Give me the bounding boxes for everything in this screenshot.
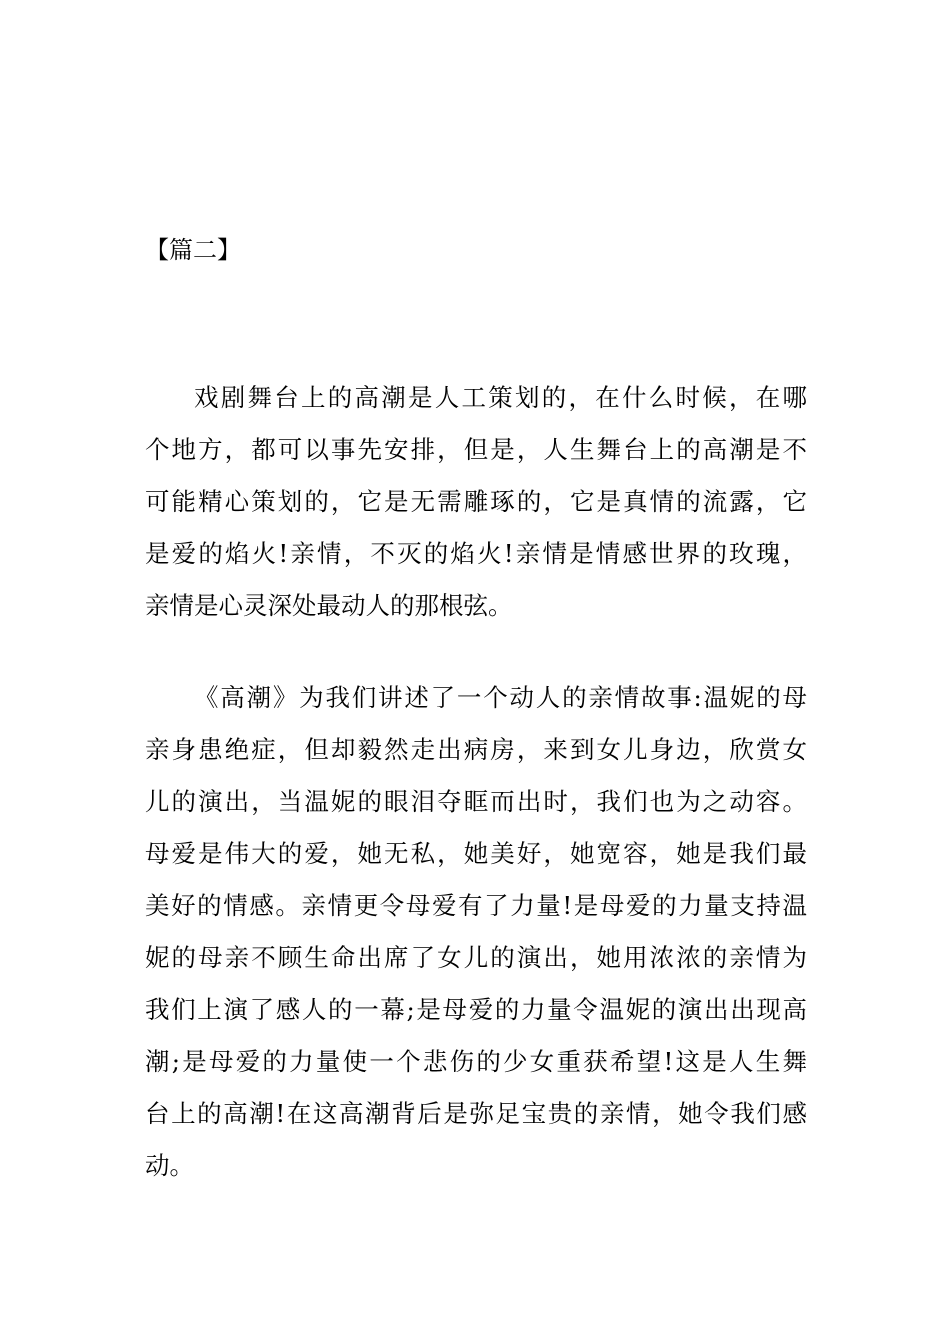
paragraph-2 xyxy=(145,672,807,1192)
paragraph-line: 我们上演了感人的一幕;是母爱的力量令温妮的演出出现高 xyxy=(145,995,807,1024)
paragraph-line: 可能精心策划的，它是无需雕琢的，它是真情的流露，它 xyxy=(145,487,807,516)
paragraph-1 xyxy=(145,372,807,632)
paragraph-line: 个地方，都可以事先安排，但是，人生舞台上的高潮是不 xyxy=(145,435,807,464)
paragraph-line: 台上的高潮!在这高潮背后是弥足宝贵的亲情，她令我们感 xyxy=(145,1099,807,1128)
paragraph-line: 母爱是伟大的爱，她无私，她美好，她宽容，她是我们最 xyxy=(145,839,807,868)
paragraph-line: 潮;是母爱的力量使一个悲伤的少女重获希望!这是人生舞 xyxy=(145,1047,807,1076)
paragraph-line: 亲身患绝症，但却毅然走出病房，来到女儿身边，欣赏女 xyxy=(145,735,807,764)
paragraph-line: 儿的演出，当温妮的眼泪夺眶而出时，我们也为之动容。 xyxy=(145,787,807,816)
paragraph-line: 戏剧舞台上的高潮是人工策划的，在什么时候，在哪 xyxy=(194,383,807,412)
paragraph-line: 妮的母亲不顾生命出席了女儿的演出，她用浓浓的亲情为 xyxy=(145,943,807,972)
paragraph-line: 《高潮》为我们讲述了一个动人的亲情故事:温妮的母 xyxy=(194,683,807,712)
paragraph-line: 是爱的焰火!亲情，不灭的焰火!亲情是情感世界的玫瑰， xyxy=(145,539,807,568)
paragraph-line: 动。 xyxy=(145,1151,194,1180)
paragraph-line: 美好的情感。亲情更令母爱有了力量!是母爱的力量支持温 xyxy=(145,891,807,920)
paragraph-line: 亲情是心灵深处最动人的那根弦。 xyxy=(145,591,513,620)
section-heading: 【篇二】 xyxy=(145,236,241,264)
